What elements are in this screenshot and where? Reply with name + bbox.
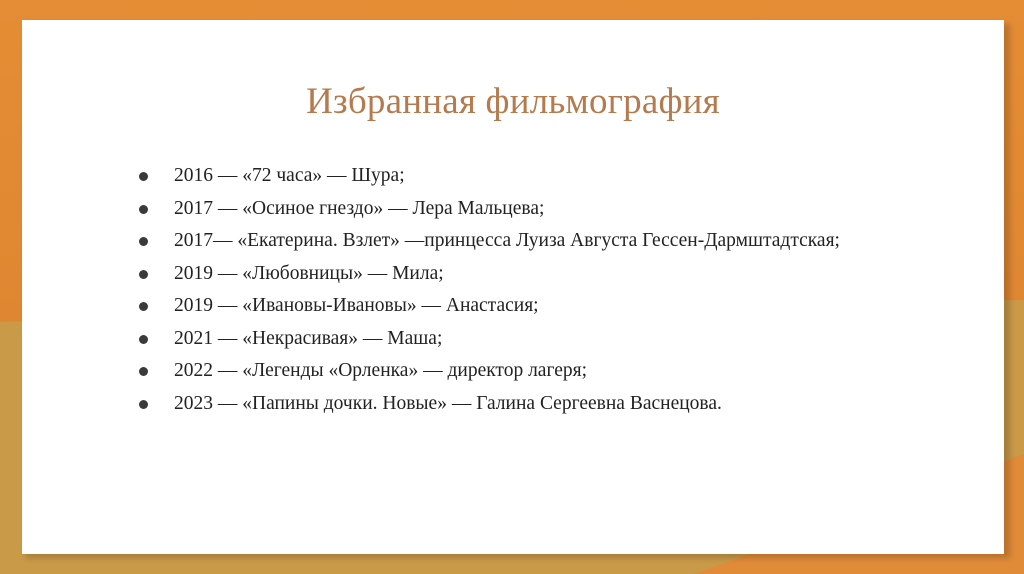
list-item [134,290,928,323]
list-item-text: 2017 — «Осиное гнездо» — Лера Мальцева; [174,197,545,219]
bullet-icon [139,205,148,214]
list-item-text: 2017— «Екатерина. Взлет» —принцесса Луиза Августа Гессен-Дармштадтская; [174,230,840,251]
list-item-text: 2021 — «Некрасивая» — Маша; [174,327,443,349]
bullet-icon [139,270,148,279]
bullet-icon [139,335,148,344]
list-item [134,160,928,193]
list-item [134,323,928,356]
list-item [134,355,928,388]
bullet-icon [139,172,148,181]
bullet-icon [139,237,148,246]
bullet-icon [139,302,148,311]
list-item-text: 2016 — «72 часа» — Шура; [174,165,405,186]
list-item-text: 2019 — «Ивановы-Ивановы» — Анастасия; [174,295,539,316]
filmography-list [134,160,928,420]
list-item [134,225,928,258]
list-item-text: 2023 — «Папины дочки. Новые» — Галина Сергеевна Васнецова. [174,392,722,414]
list-item-text: 2022 — «Легенды «Орленка» — директор лагеря; [174,360,587,381]
bullet-icon [139,400,148,409]
slide-title: Избранная фильмография [306,81,720,122]
list-item [134,258,928,291]
bullet-icon [139,367,148,376]
list-item-text: 2019 — «Любовницы» — Мила; [174,262,444,284]
list-item [134,193,928,226]
slide [22,20,1004,554]
list-item [134,388,928,421]
